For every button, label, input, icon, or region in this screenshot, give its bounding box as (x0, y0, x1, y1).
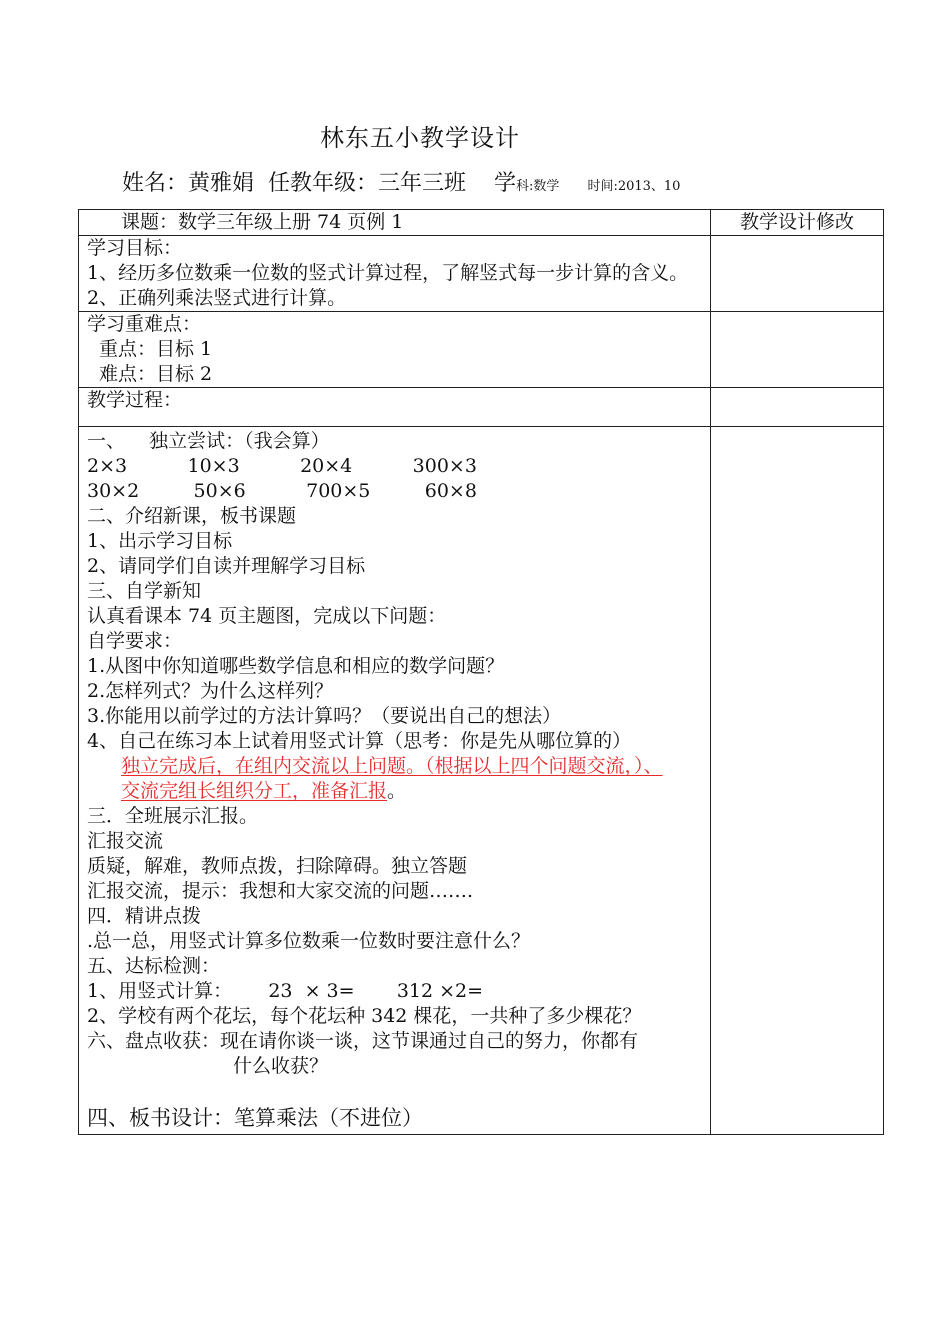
test-item: 2、学校有两个花坛，每个花坛种 342 棵花，一共种了多少棵花？ (87, 1005, 642, 1027)
exercise-row: 30×2 50×6 700×5 60×8 (87, 480, 477, 502)
requirement-heading: 自学要求： (87, 630, 183, 652)
exercise-row: 2×3 10×3 20×4 300×3 (87, 455, 477, 477)
lesson-plan-table (78, 209, 884, 1135)
teacher-info-line (122, 166, 680, 197)
revise-cell (711, 427, 884, 1135)
key-points-row (79, 312, 884, 388)
revise-header-cell (711, 210, 884, 236)
lesson-topic: 课题：数学三年级上册 74 页例 1 (121, 211, 404, 233)
body-text: 质疑，解难，教师点拨，扫除障碍。独立答题 (87, 855, 468, 877)
teacher-name: 姓名：黄雅娟 (122, 171, 255, 196)
goal-item: 1、经历多位数乘一位数的竖式计算过程，了解竖式每一步计算的含义。 (87, 262, 689, 284)
section-heading: 三、自学新知 (87, 580, 202, 602)
revise-heading: 教学设计修改 (739, 211, 854, 233)
body-text: .总一总，用竖式计算多位数乘一位数时要注意什么？ (87, 930, 531, 952)
goals-row (79, 236, 884, 312)
test-item: 1、用竖式计算： 23 × 3= 312 ×2= (87, 980, 484, 1002)
subject-value: 科:数学 (516, 179, 560, 194)
section-continuation: 什么收获？ (233, 1055, 329, 1077)
process-heading-cell (79, 388, 711, 427)
list-item: 1、出示学习目标 (87, 530, 233, 552)
instruction-text: 认真看课本 74 页主题图，完成以下问题： (87, 605, 447, 627)
key-points-cell (79, 312, 711, 388)
revise-cell (711, 388, 884, 427)
hard-point: 难点：目标 2 (99, 363, 213, 385)
key-point: 重点：目标 1 (99, 338, 213, 360)
section-heading: 一、 独立尝试：（我会算） (87, 430, 330, 452)
body-text: 汇报交流 (87, 830, 164, 852)
process-heading-row (79, 388, 884, 427)
page-title: 林东五小教学设计 (320, 124, 520, 152)
topic-cell (79, 210, 711, 236)
board-design: 四、板书设计：笔算乘法（不进位） (87, 1106, 423, 1130)
red-instruction (87, 779, 702, 804)
question-item: 3.你能用以前学过的方法计算吗？（要说出自己的想法） (87, 705, 562, 727)
section-heading: 三．全班展示汇报。 (87, 805, 259, 827)
goals-heading: 学习目标： (87, 237, 183, 259)
process-body-cell (79, 427, 711, 1135)
question-item: 1.从图中你知道哪些数学信息和相应的数学问题？ (87, 655, 505, 677)
question-item: 4、自己在练习本上试着用竖式计算（思考：你是先从哪位算的） (87, 730, 632, 752)
revise-cell (711, 312, 884, 388)
goals-cell (79, 236, 711, 312)
goal-item: 2、正确列乘法竖式进行计算。 (87, 287, 347, 309)
red-instruction (87, 754, 702, 779)
red-instruction-text: 独立完成后，在组内交流以上问题。（根据以上四个问题交流，）、 (121, 755, 663, 777)
blank-line (87, 1079, 702, 1104)
time-value: 时间:2013、10 (587, 179, 681, 194)
question-item: 2.怎样列式？为什么这样列？ (87, 680, 334, 702)
teaching-grade: 任教年级：三年三班 (268, 171, 467, 196)
section-heading: 二、介绍新课，板书课题 (87, 505, 297, 527)
section-heading: 五、达标检测： (87, 955, 221, 977)
subject-label: 学 (494, 171, 517, 196)
red-instruction-end: 。 (387, 780, 407, 802)
section-heading: 六、盘点收获：现在请你谈一谈，这节课通过自己的努力，你都有 (87, 1030, 639, 1052)
red-instruction-text: 交流完组长组织分工，准备汇报 (121, 780, 388, 802)
section-heading: 四．精讲点拨 (87, 905, 202, 927)
process-body-row (79, 427, 884, 1135)
key-heading: 学习重难点： (87, 313, 202, 335)
process-heading: 教学过程： (87, 389, 183, 411)
table-header-row (79, 210, 884, 236)
revise-cell (711, 236, 884, 312)
list-item: 2、请同学们自读并理解学习目标 (87, 555, 366, 577)
body-text: 汇报交流，提示：我想和大家交流的问题……. (87, 880, 474, 902)
